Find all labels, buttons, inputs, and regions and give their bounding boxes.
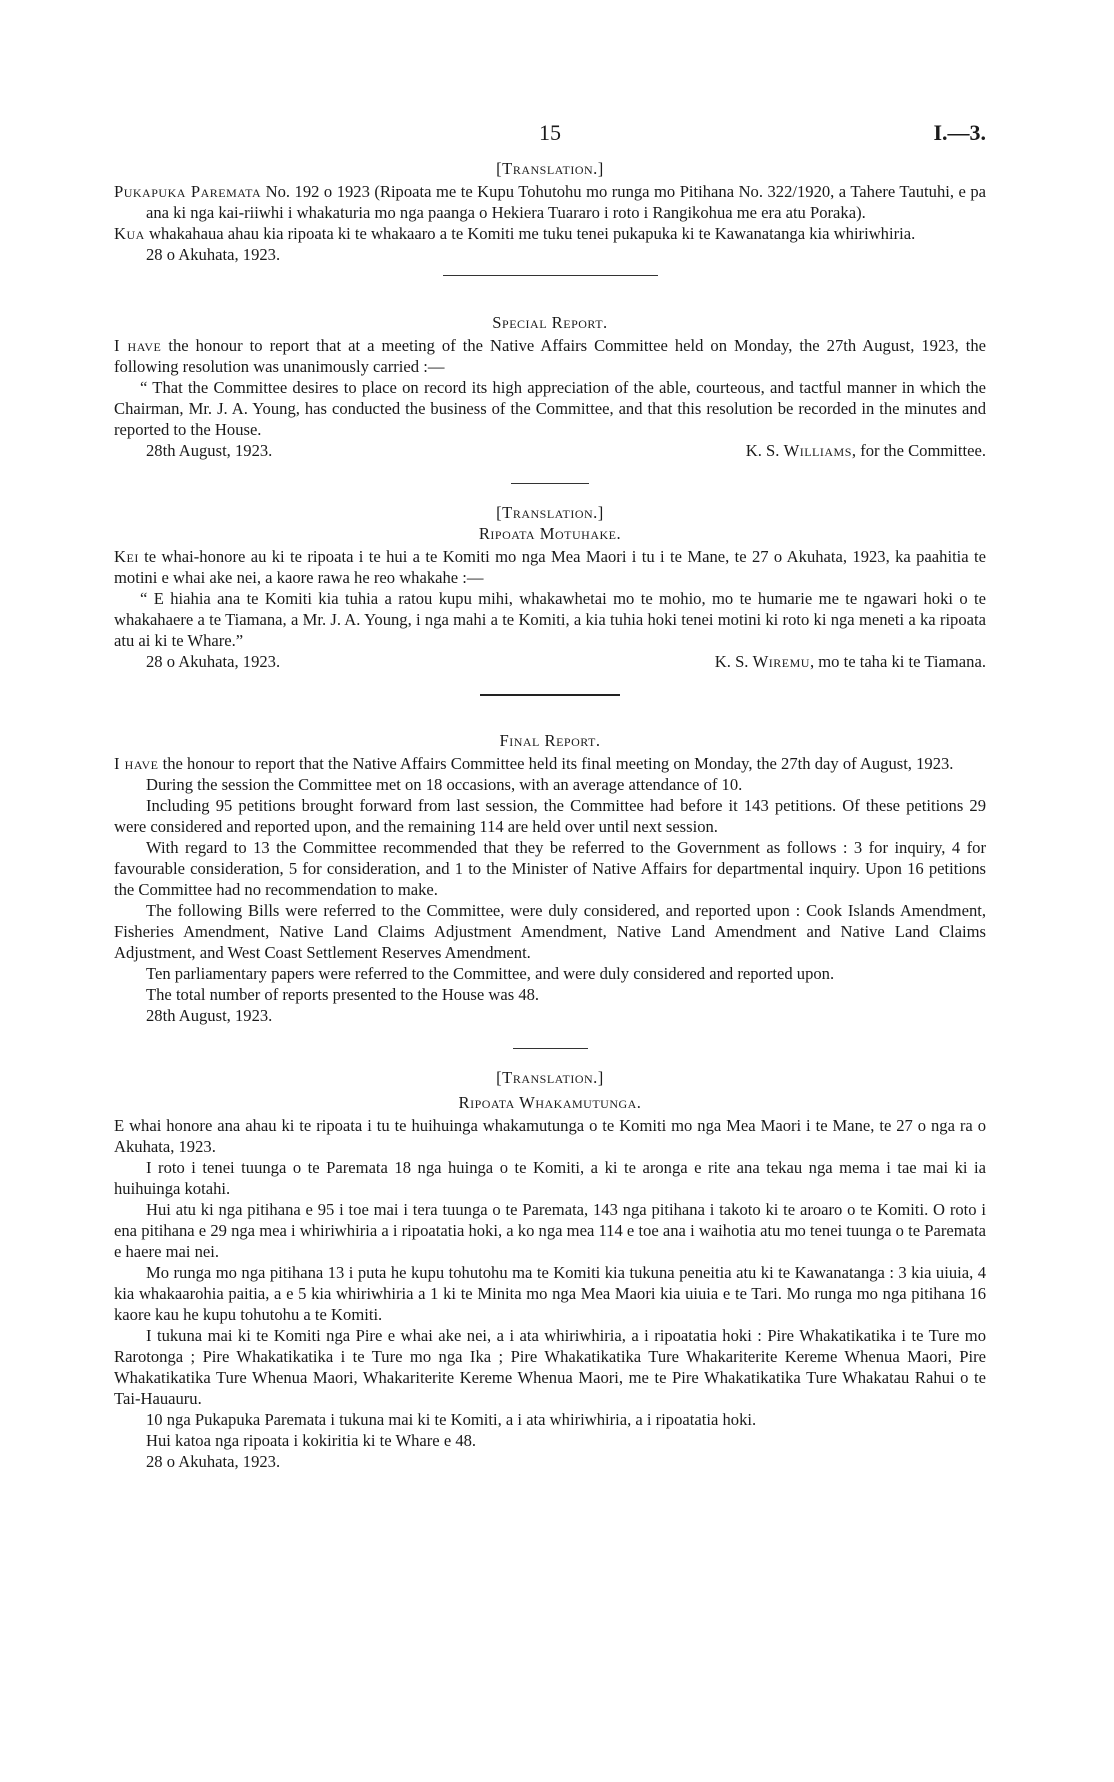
section-divider bbox=[511, 483, 589, 484]
page-number: 15 bbox=[539, 120, 561, 145]
special-report-intro-text: the honour to report that at a meeting of the Native Affairs Committee held on Monday, the 27th August, 1923, the following resolution was unanimously carried :— bbox=[114, 336, 986, 376]
final-report-heading: Final Report. bbox=[499, 731, 601, 750]
final-report-intro bbox=[114, 753, 986, 774]
ripoata-motuhake-resolution: “ E hiahia ana te Komiti kia tuhia a ratou kupu mihi, whakawhetai mo te mohio, mo te humarie me te ngawari hoki o te whakahaere a te Tiamana, a Mr. J. A. Young, i nga mahi a te Komiti, a kia tuhia hoki tenei motini ki roto ki nga meneti a ka ripoata atu ai ki te Whare.” bbox=[114, 589, 986, 650]
final-report-paragraph: The total number of reports presented to the House was 48. bbox=[146, 985, 540, 1004]
ripoata-motuhake-intro-text: te whai-honore au ki te ripoata i te hui a te Komiti mo nga Mea Maori i tu i te Mane, te 27 o Akuhata, 1923, ka paahitia te motini e whai ake nei, a kaore rawa he reo whakahe :— bbox=[114, 547, 986, 587]
signature-initials: K. S. bbox=[745, 441, 784, 460]
signature-surname: Williams bbox=[783, 441, 852, 460]
signature-role: , for the Committee. bbox=[851, 441, 986, 460]
translation-heading: [Translation.] bbox=[496, 159, 604, 178]
ripoata-whakamutunga-paragraph: I tukuna mai ki te Komiti nga Pire e whai ake nei, a i ata whiriwhiria, a i ripoatatia hoki : Pire Whakatikatika i te Ture mo Rarotonga ; Pire Whakatikatika i te Ture mo nga Ika ; Pire Whakatikatika Ture Whakariterite Kereme Whenua Maori, Pire Whakatikatika Ture Whenua Maori, Whakariterite Kereme Whenua Maori, me te Pire Whakatikatika Ture Whakatau Rahui o te Tai-Hauauru. bbox=[114, 1326, 986, 1408]
paper-body-text: whakahaua ahau kia ripoata ki te whakaaro a te Komiti me tuku tenei pukapuka ki te Kawanatanga kia whiriwhiria. bbox=[144, 224, 916, 243]
ripoata-motuhake-date: 28 o Akuhata, 1923. bbox=[146, 652, 281, 671]
ripoata-whakamutunga-paragraph: Mo runga mo nga pitihana 13 i puta he kupu tohutohu ma te Komiti kia tukuna peneitia atu ki te Kawanatanga : 3 kia uiuia, 4 kia whakaarohia paitia, a e 5 kia whiriwhiria a 1 ki te Minita mo nga Mea Maori kia uiuia e te Tari. Mo runga mo nga pitihana 16 kaore kau he kupu tohutohu a te Komiti. bbox=[114, 1263, 986, 1324]
ripoata-motuhake-lead: Kei bbox=[114, 547, 139, 566]
special-report-date: 28th August, 1923. bbox=[146, 441, 273, 460]
ripoata-whakamutunga-date: 28 o Akuhata, 1923. bbox=[146, 1452, 281, 1471]
final-report-date: 28th August, 1923. bbox=[146, 1006, 273, 1025]
section-divider bbox=[513, 1048, 588, 1049]
page-header bbox=[114, 0, 986, 158]
ripoata-whakamutunga-paragraph: Hui atu ki nga pitihana e 95 i toe mai i tera tuunga o te Paremata, 143 nga pitihana i takoto ki te aroaro o te Komiti. O roto i ena pitihana e 29 nga mea i whiriwhiria a i ripoatatia hoki, a ko nga mea 114 e toe ana i waihotia atu mo tenei tuunga o te Paremata e haere mai nei. bbox=[114, 1200, 986, 1261]
paper-title-text: No. 192 o 1923 (Ripoata me te Kupu Tohutohu mo runga mo Pitihana No. 322/1920, a Tahere Tautuhi, e pa ana ki nga kai-riiwhi i whakaturia mo nga paanga o Hekiera Tuararo i roto i Rangikohua me era atu Poraka). bbox=[146, 182, 986, 222]
document-page bbox=[114, 0, 986, 1472]
ripoata-motuhake-dateline bbox=[114, 651, 986, 672]
paper-title-lead: Pukapuka Paremata bbox=[114, 182, 262, 201]
ripoata-whakamutunga-intro: E whai honore ana ahau ki te ripoata i tu te huihuinga whakamutunga o te Komiti mo nga Mea Maori i te Mane, te 27 o nga ra o Akuhata, 1923. bbox=[114, 1116, 986, 1156]
paper-body-lead: Kua bbox=[114, 224, 145, 243]
paper-date: 28 o Akuhata, 1923. bbox=[146, 245, 281, 264]
special-report-dateline bbox=[114, 440, 986, 461]
final-report-paragraph: Including 95 petitions brought forward from last session, the Committee had before it 143 petitions. Of these petitions 29 were considered and reported upon, and the remaining 114 are held over until next session. bbox=[114, 796, 986, 836]
document-reference: I.—3. bbox=[933, 120, 986, 145]
special-report-intro bbox=[114, 335, 986, 377]
final-report-paragraph: With regard to 13 the Committee recommended that they be referred to the Government as follows : 3 for inquiry, 4 for favourable consideration, 5 for consideration, and 1 to the Minister of Native Affairs for departmental inquiry. Upon 16 petitions the Committee had no recommendation to make. bbox=[114, 838, 986, 899]
final-report-paragraph: The following Bills were referred to the Committee, were duly considered, and reported upon : Cook Islands Amendment, Fisheries Amendment, Native Land Claims Adjustment Amendment, Native Land Amendment and Native Land Claims Adjustment, and West Coast Settlement Reserves Amendment. bbox=[114, 901, 986, 962]
ripoata-motuhake-title: Ripoata Motuhake. bbox=[478, 524, 622, 543]
paper-title bbox=[114, 181, 986, 223]
section-divider bbox=[443, 275, 658, 276]
final-report-intro-text: the honour to report that the Native Affairs Committee held its final meeting on Monday, the 27th day of August, 1923. bbox=[158, 754, 954, 773]
ripoata-motuhake-intro bbox=[114, 546, 986, 588]
final-report-paragraph: Ten parliamentary papers were referred to the Committee, and were duly considered and reported upon. bbox=[146, 964, 835, 983]
final-report-lead: I have bbox=[114, 754, 159, 773]
ripoata-motuhake-signature bbox=[715, 651, 986, 672]
signature-surname: Wiremu bbox=[752, 652, 810, 671]
final-report-paragraph: During the session the Committee met on 18 occasions, with an average attendance of 10. bbox=[146, 775, 743, 794]
special-report-resolution: “ That the Committee desires to place on record its high appreciation of the able, courteous, and tactful manner in which the Chairman, Mr. J. A. Young, has conducted the business of the Committee, and that this resolution be recorded in the minutes and reported to the House. bbox=[114, 378, 986, 439]
translation-heading: [Translation.] bbox=[496, 503, 604, 522]
ripoata-whakamutunga-title: Ripoata Whakamutunga. bbox=[458, 1093, 642, 1112]
translation-heading: [Translation.] bbox=[496, 1068, 604, 1087]
special-report-lead: I have bbox=[114, 336, 162, 355]
section-divider bbox=[480, 694, 620, 696]
ripoata-whakamutunga-paragraph: Hui katoa nga ripoata i kokiritia ki te Whare e 48. bbox=[146, 1431, 477, 1450]
special-report-signature bbox=[746, 440, 986, 461]
signature-initials: K. S. bbox=[714, 652, 753, 671]
ripoata-whakamutunga-paragraph: I roto i tenei tuunga o te Paremata 18 nga huinga o te Komiti, a ki te aronga e rite ana tekau nga mema i tae mai ki ia huihuinga kotahi. bbox=[114, 1158, 986, 1198]
paper-body bbox=[114, 223, 986, 244]
ripoata-whakamutunga-paragraph: 10 nga Pukapuka Paremata i tukuna mai ki te Komiti, a i ata whiriwhiria, a i ripoatatia hoki. bbox=[146, 1410, 757, 1429]
special-report-heading: Special Report. bbox=[492, 313, 608, 332]
signature-role: , mo te taha ki te Tiamana. bbox=[809, 652, 986, 671]
